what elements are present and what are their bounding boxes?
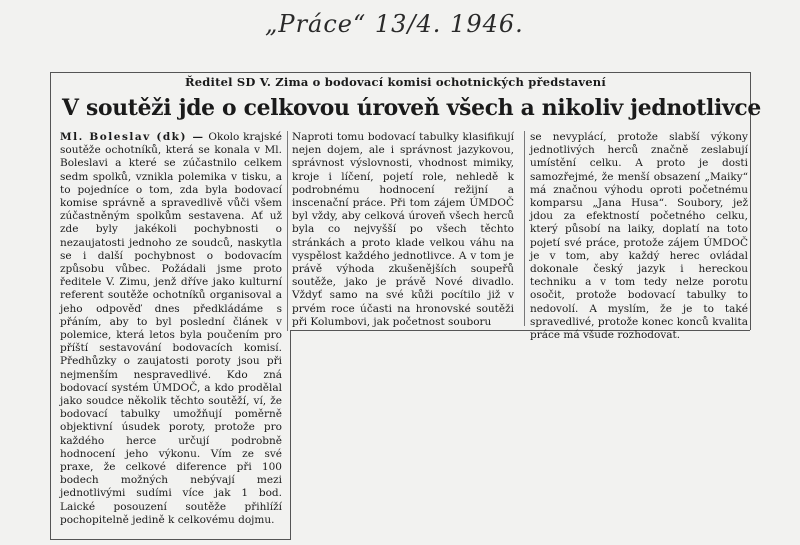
column-divider bbox=[524, 131, 525, 326]
clipping-left-border bbox=[50, 72, 51, 540]
article-headline: V soutěži jde o celkovou úroveň všech a nikoliv jednotlivce bbox=[62, 95, 761, 121]
article-column-2-text: Naproti tomu bodovací tabulky klasifikují nejen dojem, ale i správnost jazykovou, správnost výslovnosti, vhodnost mimiky, kroje i líčení, pojetí role, nehledě k podrobnému hodnocení režijní a inscenační práce. Při tom zájem ÚMDOČ byl vždy, aby celková úroveň všech herců byla co nejvyšší po všech těchto stránkách a proto klade velkou váhu na vyspělost každého jednotlivce. A v tom je právě výhoda zkušenějších soupeřů soutěže, jako je právě Nové divadlo. Vždyť samo na své kůži pocítilo již v prvém roce účasti na hronovské soutěži při Kolumbovi, jak početnost souboru bbox=[292, 131, 514, 328]
article-lead: Ml. Boleslav (dk) — bbox=[60, 131, 205, 143]
column-divider bbox=[287, 131, 288, 331]
article-column-3 bbox=[530, 131, 748, 342]
article-column-1-text: Okolo krajské soutěže ochotníků, která se konala v Ml. Boleslavi a které se zúčastnilo celkem sedm spolků, vznikla polemika v tisku, a to pojedníce o tom, zda byla bodovací komise správně a spravedlivě vůči všem zúčastněným spolkům sestavena. Ať už zde byly jakékoli pochybnosti o nezaujatosti jednoho ze soudců, naskytla se i další pochybnost o bodovacím způsobu vůbec. Požádali jsme proto ředitele V. Zimu, jenž dříve jako kulturní referent soutěže ochotníků organisoval a jeho odpověď dnes předkládáme s přáním, aby to byl poslední článek v polemice, která letos byla poučením pro příští sestavování bodovacích komisí. Předhůzky o zaujatosti poroty jsou při nejmenším nespravedlivé. Kdo zná bodovací systém ÚMDOČ, a kdo prodělal jako soudce několik těchto soutěží, ví, že bodovací tabulky umožňují poměrně objektivní úsudek poroty, protože pro každého herce určují podrobně hodnocení jeho výkonu. Vím ze své praxe, že celkové diference při 100 bodech možných nebývají mezi jednotlivými sudími více jak 1 bod. Laické posouzení soutěže přihlíží pochopitelně jedině k celkovému dojmu. bbox=[60, 131, 282, 526]
handwritten-source-note: „Práce“ 13/4. 1946. bbox=[265, 10, 524, 38]
clipping-bottom-border bbox=[50, 539, 290, 540]
article-subheading: Ředitel SD V. Zima o bodovací komisi ochotnických představení bbox=[185, 75, 606, 89]
clipping-top-border bbox=[50, 72, 750, 73]
article-column-3-text: se nevyplácí, protože slabší výkony jednotlivých herců značně zeslabují umístění celku. A proto je dosti samozřejmé, že menší obsazení „Maiky“ má značnou výhodu oproti početnému komparsu „Jana Husa“. Soubory, jež jdou za efektností početného celku, který působí na laiky, doplatí na toto pojetí své práce, protože zájem ÚMDOČ je v tom, aby každý herec ovládal dokonale český jazyk i hereckou techniku a v tom tedy nelze porotu osočit, protože bodovací tabulky to nedovolí. A myslím, že je to také spravedlivé, protože konec konců kvalita práce má všude rozhodovat. bbox=[530, 131, 748, 342]
clipping-step-vertical-border bbox=[290, 330, 291, 540]
article-column-1 bbox=[60, 131, 282, 527]
article-column-2 bbox=[292, 131, 514, 329]
